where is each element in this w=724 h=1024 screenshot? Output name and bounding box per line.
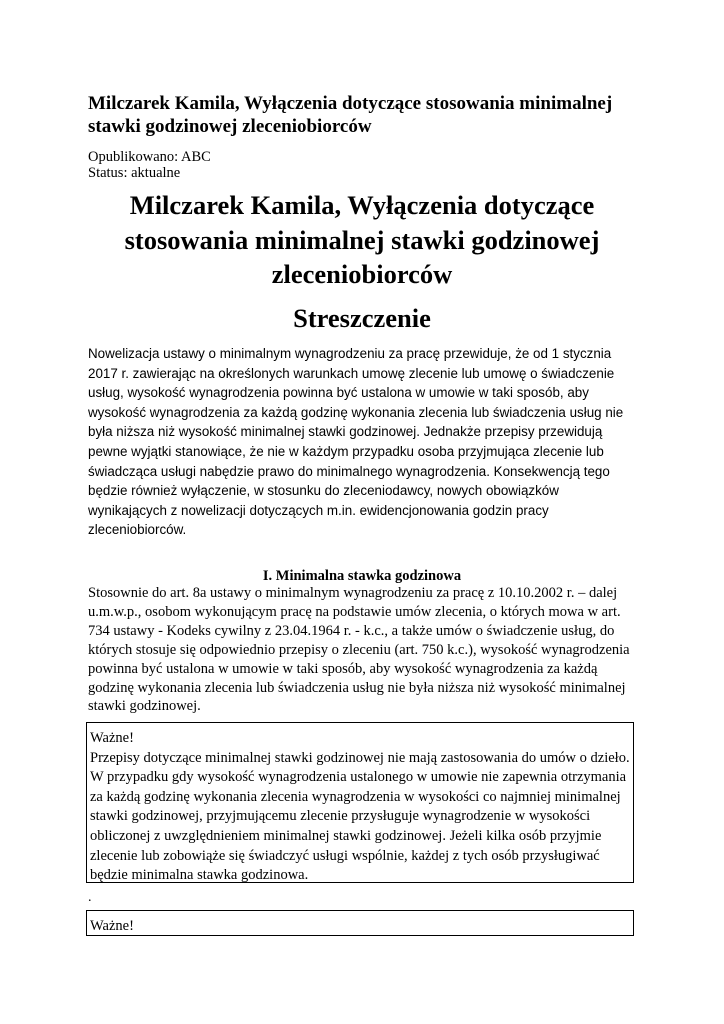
main-title: Milczarek Kamila, Wyłączenia dotyczące stosowania minimalnej stawki godzinowej zleceniobiorców (124, 190, 600, 289)
separator-dot: . (88, 890, 92, 905)
section-heading: I. Minimalna stawka godzinowa (262, 568, 462, 584)
status-label: Status: aktualne (88, 165, 181, 181)
document-meta (88, 149, 211, 181)
important-note-label-2: Ważne! (90, 918, 134, 934)
important-note-box (86, 722, 634, 883)
summary-heading: Streszczenie (293, 303, 431, 333)
important-note-label: Ważne! (90, 730, 134, 746)
summary-paragraph: Nowelizacja ustawy o minimalnym wynagrodzeniu za pracę przewiduje, że od 1 stycznia 2017 r. zawierając na określonych warunkach umowę zlecenie lub umowę o świadczenie usług, wysokość wynagrodzenia powinna być ustalona w umowie w taki sposób, aby wysokość wynagrodzenia za każdą godzinę wykonania zlecenia lub świadczenia usług nie była niższa niż wysokość minimalnej stawki godzinowej. Jednakże przepisy przewidują pewne wyjątki stanowiące, że nie w każdym przypadku osoba przyjmująca zlecenie lub świadcząca usługi nabędzie prawo do minimalnego wynagrodzenia. Konsekwencją tego będzie również wyłączenie, w stosunku do zleceniodawcy, nowych obowiązków wynikających z nowelizacji dotyczących m.in. ewidencjonowania godzin pracy zleceniobiorców. (88, 346, 624, 538)
important-note-box-2 (86, 910, 634, 936)
document-title: Milczarek Kamila, Wyłączenia dotyczące stosowania minimalnej stawki godzinowej zleceniobiorców (88, 93, 613, 137)
section-paragraph: Stosownie do art. 8a ustawy o minimalnym wynagrodzeniu za pracę z 10.10.2002 r. – dalej u.m.w.p., osobom wykonującym pracę na podstawie umów zlecenia, o których mowa w art. 734 ustawy - Kodeks cywilny z 23.04.1964 r. - k.c., a także umów o świadczenie usług, do których stosuje się odpowiednio przepisy o zleceniu (art. 750 k.c.), wysokość wynagrodzenia powinna być ustalona w umowie w taki sposób, aby wysokość wynagrodzenia za każdą godzinę wykonania zlecenia lub świadczenia usług nie była niższa niż wysokość minimalnej stawki godzinowej. (88, 585, 630, 715)
published-label: Opublikowano: ABC (88, 149, 211, 165)
important-note-text: Przepisy dotyczące minimalnej stawki godzinowej nie mają zastosowania do umów o dzieło. W przypadku gdy wysokość wynagrodzenia ustalonego w umowie nie zapewnia otrzymania za każdą godzinę wykonania zlecenia wynagrodzenia w wysokości co najmniej minimalnej stawki godzinowej, przyjmującemu zlecenie przysługuje wynagrodzenie w wysokości obliczonej z uwzględnieniem minimalnej stawki godzinowej. Jeżeli kilka osób przyjmie zlecenie lub zobowiąże się świadczyć usługi wspólnie, każdej z tych osób przysługiwać będzie minimalna stawka godzinowa. (90, 749, 630, 884)
